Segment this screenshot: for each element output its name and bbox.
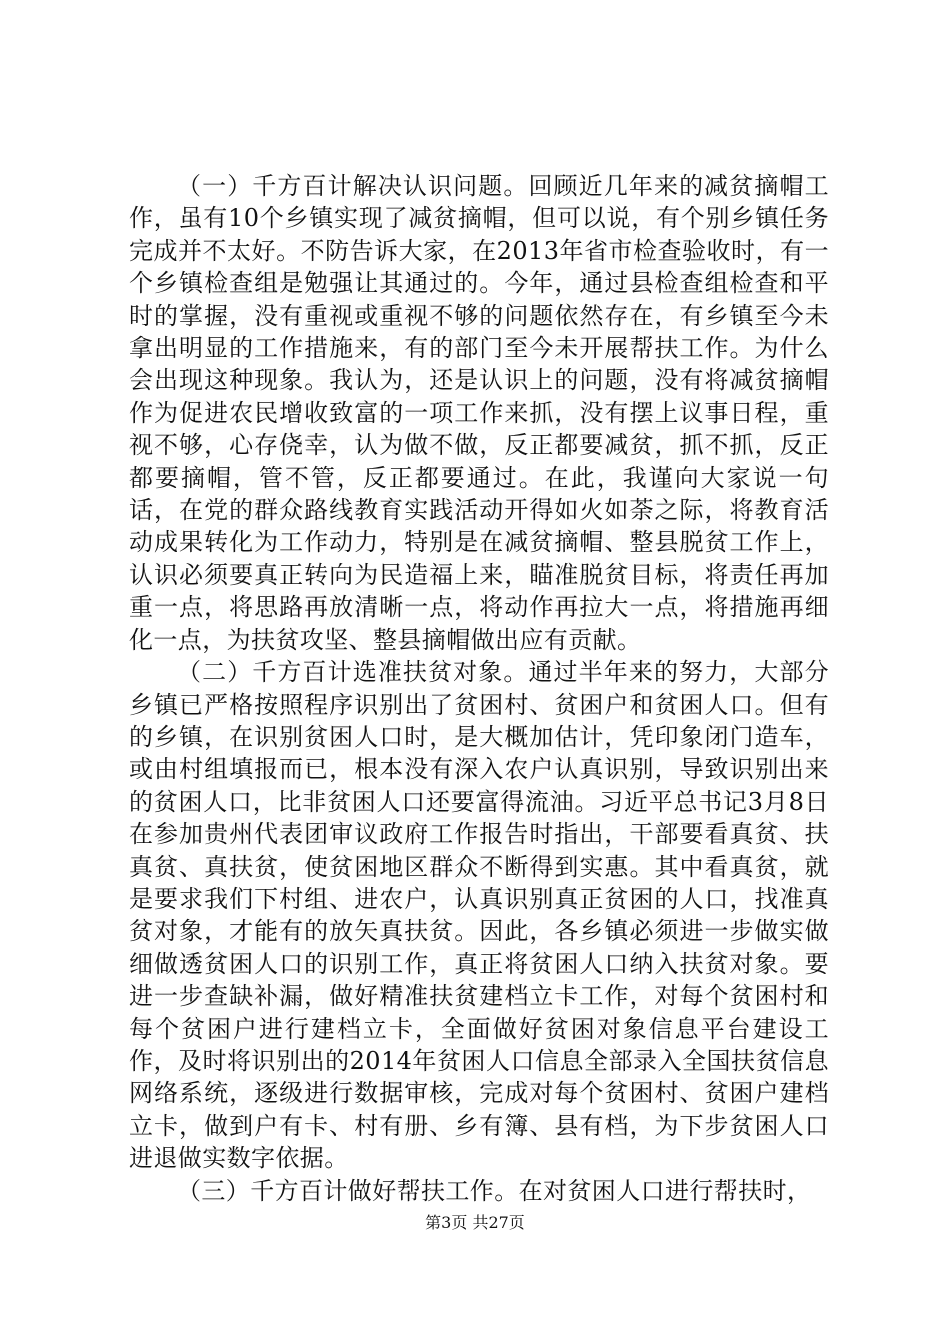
page-number-footer: 第3页 共27页 [425, 1213, 525, 1232]
paragraph-2: （二）千方百计选准扶贫对象。通过半年来的努力，大部分乡镇已严格按照程序识别出了贫困村、贫困户和贫困人口。但有的乡镇，在识别贫困人口时，是大概加估计，凭印象闭门造车，或由村组填报而已，根本没有深入农户认真识别，导致识别出来的贫困人口，比非贫困人口还要富得流油。习近平总书记3月8日在参加贵州代表团审议政府工作报告时指出，干部要看真贫、扶真贫、真扶贫，使贫困地区群众不断得到实惠。其中看真贫，就是要求我们下村组、进农户，认真识别真正贫困的人口，找准真贫对象，才能有的放矢真扶贫。因此，各乡镇必须进一步做实做细做透贫困人口的识别工作，真正将贫困人口纳入扶贫对象。要进一步查缺补漏，做好精准扶贫建档立卡工作，对每个贫困村和每个贫困户进行建档立卡，全面做好贫困对象信息平台建设工作，及时将识别出的2014年贫困人口信息全部录入全国扶贫信息网络系统，逐级进行数据审核，完成对每个贫困村、贫困户建档立卡，做到户有卡、村有册、乡有簿、县有档，为下步贫困人口进退做实数字依据。 [129, 658, 829, 1173]
document-body [129, 170, 829, 1207]
paragraph-1: （一）千方百计解决认识问题。回顾近几年来的减贫摘帽工作，虽有10个乡镇实现了减贫摘帽，但可以说，有个别乡镇任务完成并不太好。不防告诉大家，在2013年省市检查验收时，有一个乡镇检查组是勉强让其通过的。今年，通过县检查组检查和平时的掌握，没有重视或重视不够的问题依然存在，有乡镇至今未拿出明显的工作措施来，有的部门至今未开展帮扶工作。为什么会出现这种现象。我认为，还是认识上的问题，没有将减贫摘帽作为促进农民增收致富的一项工作来抓，没有摆上议事日程，重视不够，心存侥幸，认为做不做，反正都要减贫，抓不抓，反正都要摘帽，管不管，反正都要通过。在此，我谨向大家说一句话，在党的群众路线教育实践活动开得如火如荼之际，将教育活动成果转化为工作动力，特别是在减贫摘帽、整县脱贫工作上，认识必须要真正转向为民造福上来，瞄准脱贫目标，将责任再加重一点，将思路再放清晰一点，将动作再拉大一点，将措施再细化一点，为扶贫攻坚、整县摘帽做出应有贡献。 [129, 172, 829, 654]
paragraph-3: （三）千方百计做好帮扶工作。在对贫困人口进行帮扶时， [177, 1176, 812, 1205]
